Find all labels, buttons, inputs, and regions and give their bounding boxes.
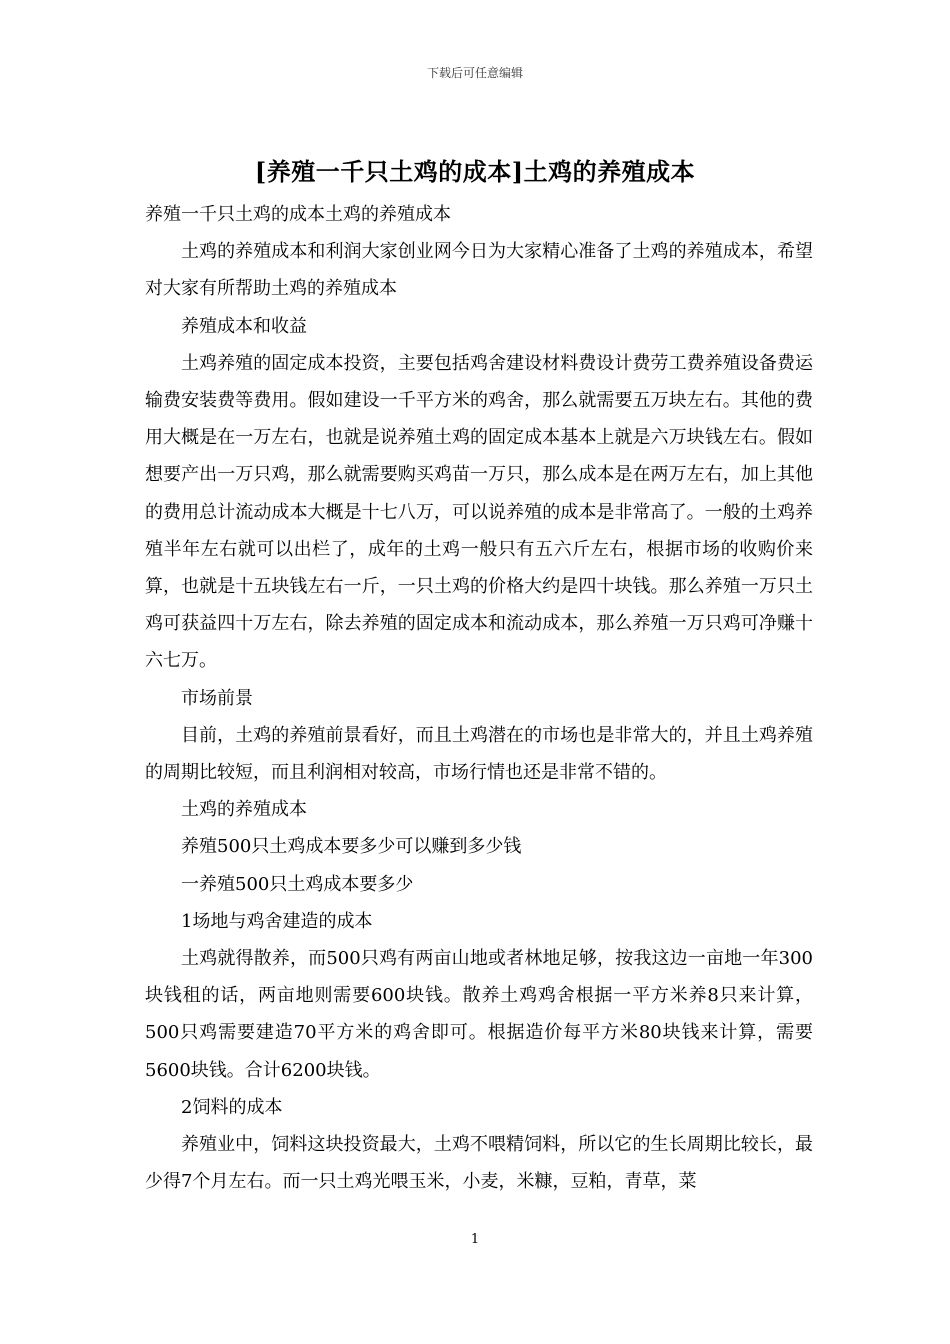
page-number: 1 — [470, 1232, 480, 1247]
paragraph: 土鸡的养殖成本和利润大家创业网今日为大家精心准备了土鸡的养殖成本，希望对大家有所帮助土鸡的养殖成本 — [145, 241, 813, 300]
section-heading: 养殖500只土鸡成本要多少可以赚到多少钱 — [181, 836, 522, 858]
section-heading: 养殖成本和收益 — [181, 315, 307, 337]
section-heading: 一养殖500只土鸡成本要多少 — [181, 873, 414, 895]
document-title: [养殖一千只土鸡的成本]土鸡的养殖成本 — [254, 157, 696, 186]
section-heading: 1场地与鸡舍建造的成本 — [181, 910, 373, 932]
paragraph: 养殖业中，饲料这块投资最大，土鸡不喂精饲料，所以它的生长周期比较长，最少得7个月左右。而一只土鸡光喂玉米，小麦，米糠，豆粕，青草，菜 — [145, 1134, 813, 1193]
paragraph: 土鸡就得散养，而500只鸡有两亩山地或者林地足够，按我这边一亩地一年300块钱租的话，两亩地则需要600块钱。散养土鸡鸡舍根据一平方米养8只来计算，500只鸡需要建造70平方米的鸡舍即可。根据造价每平方米80块钱来计算，需要5600块钱。合计6200块钱。 — [145, 948, 813, 1081]
section-heading: 土鸡的养殖成本 — [181, 799, 307, 821]
document-body — [145, 196, 813, 1200]
header-note: 下载后可任意编辑 — [426, 66, 523, 80]
paragraph: 土鸡养殖的固定成本投资，主要包括鸡舍建设材料费设计费劳工费养殖设备费运输费安装费等费用。假如建设一千平方米的鸡舍，那么就需要五万块左右。其他的费用大概是在一万左右，也就是说养殖土鸡的固定成本基本上就是六万块钱左右。假如想要产出一万只鸡，那么就需要购买鸡苗一万只，那么成本是在两万左右，加上其他的费用总计流动成本大概是十七八万，可以说养殖的成本是非常高了。一般的土鸡养殖半年左右就可以出栏了，成年的土鸡一般只有五六斤左右，根据市场的收购价来算，也就是十五块钱左右一斤，一只土鸡的价格大约是四十块钱。那么养殖一万只土鸡可获益四十万左右，除去养殖的固定成本和流动成本，那么养殖一万只鸡可净赚十六七万。 — [145, 352, 813, 672]
section-heading: 市场前景 — [181, 687, 253, 709]
paragraph: 养殖一千只土鸡的成本土鸡的养殖成本 — [145, 204, 451, 225]
section-heading: 2饲料的成本 — [181, 1096, 283, 1118]
paragraph: 目前，土鸡的养殖前景看好，而且土鸡潜在的市场也是非常大的，并且土鸡养殖的周期比较短，而且利润相对较高，市场行情也还是非常不错的。 — [145, 724, 813, 784]
